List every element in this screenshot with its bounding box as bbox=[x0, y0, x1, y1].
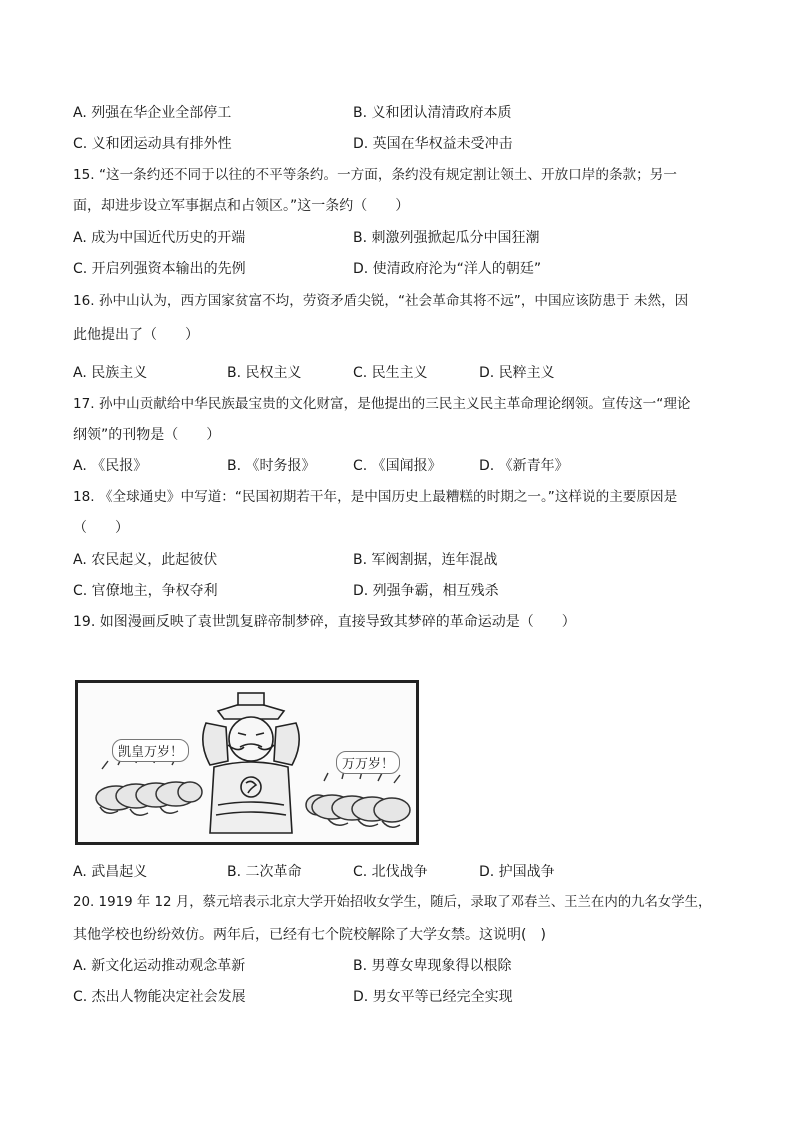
q19-option-c: C. 北伐战争 bbox=[353, 864, 428, 880]
q20-stem-line1: 20. 1919 年 12 月，蔡元培表示北京大学开始招收女学生，随后，录取了邓春兰、王兰在内的九名女学生， bbox=[73, 895, 712, 910]
q18-option-d: D. 列强争霸，相互残杀 bbox=[353, 583, 499, 599]
q17-option-a: A. 《民报》 bbox=[73, 458, 148, 474]
q20-stem-line2: 其他学校也纷纷效仿。两年后，已经有七个院校解除了大学女禁。这说明( ) bbox=[73, 927, 546, 943]
q15-option-a: A. 成为中国近代历史的开端 bbox=[73, 230, 246, 246]
q18-stem-line2: （ ） bbox=[73, 520, 129, 536]
bubble-left: 凯皇万岁！ bbox=[112, 739, 189, 762]
q14-option-c: C. 义和团运动具有排外性 bbox=[73, 136, 232, 152]
q15-option-b: B. 刺激列强掀起瓜分中国狂潮 bbox=[353, 230, 540, 246]
q16-option-a: A. 民族主义 bbox=[73, 365, 148, 381]
q17-option-c: C. 《国闻报》 bbox=[353, 458, 442, 474]
q16-option-d: D. 民粹主义 bbox=[479, 365, 555, 381]
q17-stem-line2: 纲领”的刊物是（ ） bbox=[73, 427, 221, 443]
q15-option-d: D. 使清政府沦为“洋人的朝廷” bbox=[353, 261, 542, 277]
yuan-shikai-cartoon bbox=[75, 680, 419, 845]
q19-stem-line1: 19. 如图漫画反映了袁世凯复辟帝制梦碎，直接导致其梦碎的革命运动是（ ） bbox=[73, 614, 576, 630]
q16-stem-line2: 此他提出了（ ） bbox=[73, 327, 199, 343]
q20-option-c: C. 杰出人物能决定社会发展 bbox=[73, 989, 246, 1005]
q15-stem-line2: 面，却进步设立军事据点和占领区。”这一条约（ ） bbox=[73, 198, 410, 214]
q16-option-b: B. 民权主义 bbox=[227, 365, 302, 381]
q14-option-d: D. 英国在华权益未受冲击 bbox=[353, 136, 513, 152]
q18-option-a: A. 农民起义，此起彼伏 bbox=[73, 552, 218, 568]
q14-option-a: A. 列强在华企业全部停工 bbox=[73, 105, 232, 121]
q14-option-b: B. 义和团认清清政府本质 bbox=[353, 105, 512, 121]
q18-stem-line1: 18. 《全球通史》中写道：“民国初期若干年，是中国历史上最糟糕的时期之一。”这样说的主要原因是 bbox=[73, 489, 678, 505]
q19-option-d: D. 护国战争 bbox=[479, 864, 555, 880]
q19-option-b: B. 二次革命 bbox=[227, 864, 302, 880]
q17-option-d: D. 《新青年》 bbox=[479, 458, 569, 474]
q20-option-b: B. 男尊女卑现象得以根除 bbox=[353, 958, 512, 974]
q16-stem-line1: 16. 孙中山认为，西方国家贫富不均，劳资矛盾尖锐，“社会革命其将不远”，中国应该防患于 未然，因 bbox=[73, 293, 689, 309]
q20-option-d: D. 男女平等已经完全实现 bbox=[353, 989, 513, 1005]
kneeling-officials-left bbox=[96, 782, 202, 815]
q18-option-b: B. 军阀割据，连年混战 bbox=[353, 552, 498, 568]
bubble-right: 万万岁！ bbox=[336, 751, 400, 774]
q19-option-a: A. 武昌起义 bbox=[73, 864, 148, 880]
kneeling-officials-right bbox=[306, 795, 410, 827]
q17-stem-line1: 17. 孙中山贡献给中华民族最宝贵的文化财富，是他提出的三民主义民主革命理论纲领。宣传这一“理论 bbox=[73, 396, 691, 412]
q18-option-c: C. 官僚地主，争权夺利 bbox=[73, 583, 218, 599]
q15-stem-line1: 15. “这一条约还不同于以往的不平等条约。一方面，条约没有规定割让领土、开放口岸的条款；另一 bbox=[73, 167, 677, 183]
q20-option-a: A. 新文化运动推动观念革新 bbox=[73, 958, 246, 974]
q15-option-c: C. 开启列强资本输出的先例 bbox=[73, 261, 246, 277]
q16-option-c: C. 民生主义 bbox=[353, 365, 428, 381]
yuan-shikai-figure bbox=[203, 693, 299, 833]
q17-option-b: B. 《时务报》 bbox=[227, 458, 316, 474]
